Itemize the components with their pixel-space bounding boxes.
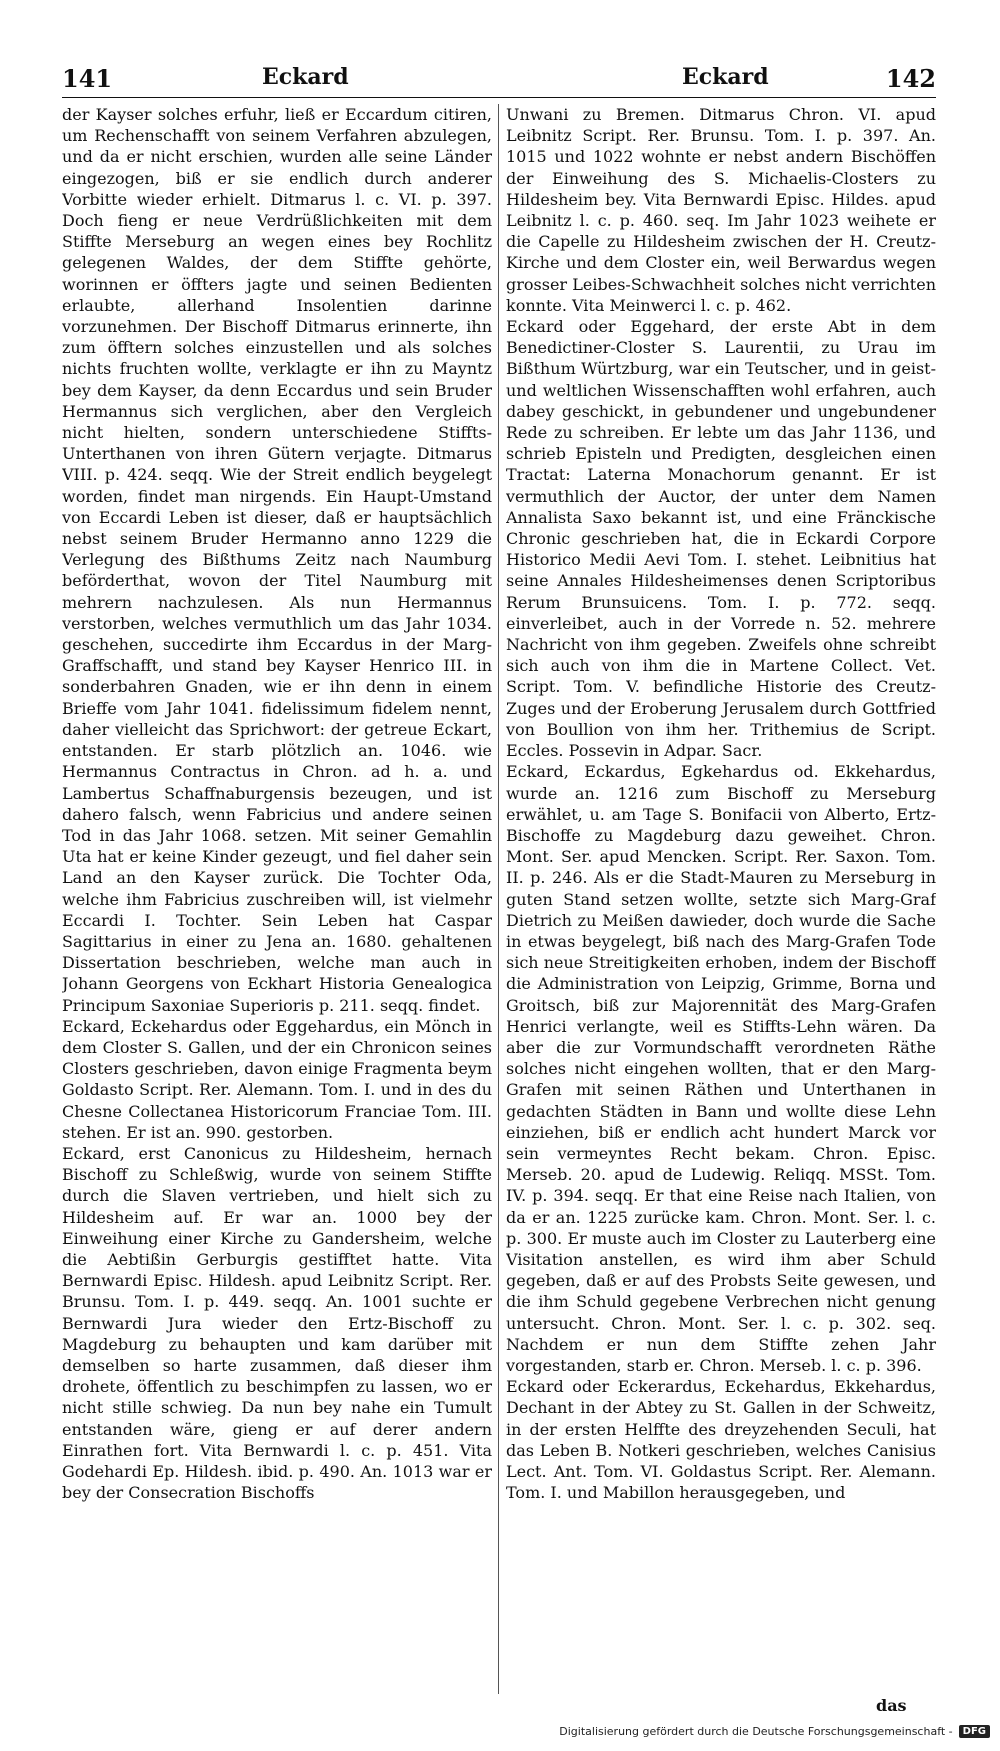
paragraph-left-1: der Kayser solches erfuhr, ließ er Eccardum citiren, um Rechenschafft von seinem Verfahren abzulegen, und da er nicht erschien, wurden alle seine Länder eingezogen, biß er sie endlich durch anderer Vorbitte wieder erhielt. Ditmarus l. c. VI. p. 397. Doch fieng er neue Verdrüßlichkeiten mit dem Stiffte Merseburg an wegen eines bey Rochlitz gelegenen Waldes, der dem Stiffte gehörte, worinnen er öffters jagte und seinen Bedienten erlaubte, allerhand Insolentien darinne vorzunehmen. Der Bischoff Ditmarus erinnerte, ihn zum öfftern solches einzustellen und als solches nichts fruchten wollte, verklagte er ihn zu Mayntz bey dem Kayser, da denn Eccardus und sein Bruder Hermannus sich verglichen, aber den Vergleich nicht hielten, sondern unterschiedene Stiffts-Unterthanen von ihren Gütern verjagte. Ditmarus VIII. p. 424. seqq. Wie der Streit endlich beygelegt worden, findet man nirgends. Ein Haupt-Umstand von Eccardi Leben ist dieser, daß er hauptsächlich nebst seinem Bruder Hermanno anno 1229 die Verlegung des Bißthums Zeitz nach Naumburg beförderthat, wovon der Titel Naumburg mit mehrern nachzulesen. Als nun Hermannus verstorben, welches vermuthlich um das Jahr 1034. geschehen, succedirte ihm Eccardus in der Marg-Graffschafft, und stand bey Kayser Henrico III. in sonderbahren Gnaden, wie er ihn denn in einem Brieffe vom Jahr 1041. fidelissimum fidelem nennt, daher vielleicht das Sprichwort: der getreue Eckart, entstanden. Er starb plötzlich an. 1046. wie Hermannus Contractus in Chron. ad h. a. und Lambertus Schaffnaburgensis bezeugen, und ist dahero falsch, wenn Fabricius und andere seinen Tod in das Jahr 1068. setzen. Mit seiner Gemahlin Uta hat er keine Kinder gezeugt, und fiel daher sein Land an den Kayser zurück. Die Tochter Oda, welche ihm Fabricius zuschreiben will, ist vielmehr Eccardi I. Tochter. Sein Leben hat Caspar Sagittarius in einer zu Jena an. 1680. gehaltenen Dissertation beschrieben, welche man auch in Johann Georgens von Eckhart Historia Genealogica Principum Saxoniae Superioris p. 211. seqq. findet.	[62, 105, 492, 1015]
paragraph-right-3: Eckard, Eckardus, Egkehardus od. Ekkehardus, wurde an. 1216 zum Bischoff zu Merseburg erwählet, u. am Tage S. Bonifacii von Alberto, Ertz-Bischoffe zu Magdeburg dazu geweihet. Chron. Mont. Ser. apud Mencken. Script. Rer. Saxon. Tom. II. p. 246. Als er die Stadt-Mauren zu Merseburg in guten Stand setzen wollte, setzte sich Marg-Graf Dietrich zu Meißen dawieder, doch wurde die Sache in etwas beygelegt, biß nach des Marg-Grafen Tode sich neue Streitigkeiten erhoben, indem der Bischoff die Administration von Leipzig, Grimme, Borna und Groitsch, biß zur Majorennität des Marg-Grafen Henrici verlangte, weil es Stiffts-Lehn wären. Da aber die zur Vormundschafft verordneten Räthe solches nicht eingehen wollten, that er den Marg-Grafen mit seinen Räthen und Unterthanen in gedachten Städten in Bann und wollte diese Lehn einziehen, biß er endlich acht hundert Marck vor sein vermeyntes Recht bekam. Chron. Episc. Merseb. 20. apud de Ludewig. Reliqq. MSSt. Tom. IV. p. 394. seqq. Er that eine Reise nach Italien, von da er an. 1225 zurücke kam. Chron. Mont. Ser. l. c. p. 300. Er muste auch im Closter zu Lauterberg eine Visitation anstellen, es wird ihm aber Schuld gegeben, daß er auf des Probsts Seite gewesen, und die ihm Schuld gegebene Verbrechen nicht genung untersucht. Chron. Mont. Ser. l. c. p. 302. seq. Nachdem er nun dem Stiffte zehen Jahr vorgestanden, starb er. Chron. Merseb. l. c. p. 396.	[506, 762, 936, 1375]
paragraph-right-4: Eckard oder Eckerardus, Eckehardus, Ekkehardus, Dechant in der Abtey zu St. Gallen in der Schweitz, in der ersten Helffte des dreyzehenden Seculi, hat das Leben B. Notkeri geschrieben, welches Canisius Lect. Ant. Tom. VI. Goldastus Script. Rer. Alemann. Tom. I. und Mabillon herausgegeben, und	[506, 1377, 936, 1503]
column-divider	[498, 104, 499, 1694]
footer-text: Digitalisierung gefördert durch die Deutsche Forschungsgemeinschaft -	[559, 1725, 953, 1738]
paragraph-right-2: Eckard oder Eggehard, der erste Abt in dem Benedictiner-Closter S. Laurentii, zu Urau im Bißthum Würtzburg, war ein Teutscher, und in geist- und weltlichen Wissenschafften wohl erfahren, auch dabey geschickt, in gebundener und ungebundener Rede zu schreiben. Er lebte um das Jahr 1136, und schrieb Episteln und Predigten, desgleichen einen Tractat: Laterna Monachorum genannt. Er ist vermuthlich der Auctor, der unter dem Namen Annalista Saxo bekannt ist, und eine Fränckische Chronic geschrieben hat, die in Eckardi Corpore Historico Medii Aevi Tom. I. stehet. Leibnitius hat seine Annales Hildesheimenses denen Scriptoribus Rerum Brunsuicens. Tom. I. p. 772. seqq. einverleibet, auch in der Vorrede n. 52. mehrere Nachricht von ihm gegeben. Zweifels ohne schreibt sich auch von ihm die in Martene Collect. Vet. Script. Tom. V. befindliche Historie des Creutz-Zuges und der Eroberung Jerusalem durch Gottfried von Boullion von ihm her. Trithemius de Script. Eccles. Possevin in Adpar. Sacr.	[506, 317, 936, 761]
paragraph-left-3: Eckard, erst Canonicus zu Hildesheim, hernach Bischoff zu Schleßwig, wurde von seinem Stiffte durch die Slaven vertrieben, und hielt sich zu Hildesheim auf. Er war an. 1000 bey der Einweihung einer Kirche zu Gandersheim, welche die Aebtißin Gerburgis gestifftet hatte. Vita Bernwardi Episc. Hildesh. apud Leibnitz Script. Rer. Brunsu. Tom. I. p. 449. seqq. An. 1001 suchte er Bernwardi Jura wieder den Ertz-Bischoff zu Magdeburg zu behaupten und kam darüber mit demselben so harte zusammen, daß dieser ihm drohete, öffentlich zu beschimpfen zu lassen, wo er nicht stille schwieg. Da nun bey nahe ein Tumult entstanden wäre, gieng er auf derer andern Einrathen fort. Vita Bernwardi l. c. p. 451. Vita Godehardi Ep. Hildesh. ibid. p. 490. An. 1013 war er bey der Consecration Bischoffs	[62, 1143, 492, 1503]
right-column	[506, 104, 936, 1694]
catchword: das	[876, 1696, 907, 1715]
paragraph-right-1: Unwani zu Bremen. Ditmarus Chron. VI. apud Leibnitz Script. Rer. Brunsu. Tom. I. p. 397. An. 1015 und 1022 wohnte er nebst andern Bischöffen der Einweihung des S. Michaelis-Closters zu Hildesheim bey. Vita Bernwardi Episc. Hildes. apud Leibnitz l. c. p. 460. seq. Im Jahr 1023 weihete er die Capelle zu Hildesheim zwischen der H. Creutz-Kirche und dem Closter ein, weil Berwardus wegen grosser Leibes-Schwachheit solches nicht verrichten konnte. Vita Meinwerci l. c. p. 462.	[506, 105, 936, 315]
paragraph-left-2: Eckard, Eckehardus oder Eggehardus, ein Mönch in dem Closter S. Gallen, und der ein Chronicon seines Closters geschrieben, davon einige Fragmenta beym Goldasto Script. Rer. Alemann. Tom. I. und in des du Chesne Collectanea Historicorum Franciae Tom. III. stehen. Er ist an. 990. gestorben.	[62, 1016, 492, 1142]
header-rule	[62, 97, 936, 98]
left-column	[62, 104, 492, 1694]
dfg-logo: DFG	[959, 1725, 990, 1738]
page-number-left: 141	[62, 64, 113, 93]
running-head-right: Eckard	[682, 64, 769, 90]
running-head-left: Eckard	[262, 64, 349, 90]
page-header	[62, 60, 936, 100]
digitization-footer	[559, 1725, 990, 1738]
page-number-right: 142	[885, 64, 936, 93]
